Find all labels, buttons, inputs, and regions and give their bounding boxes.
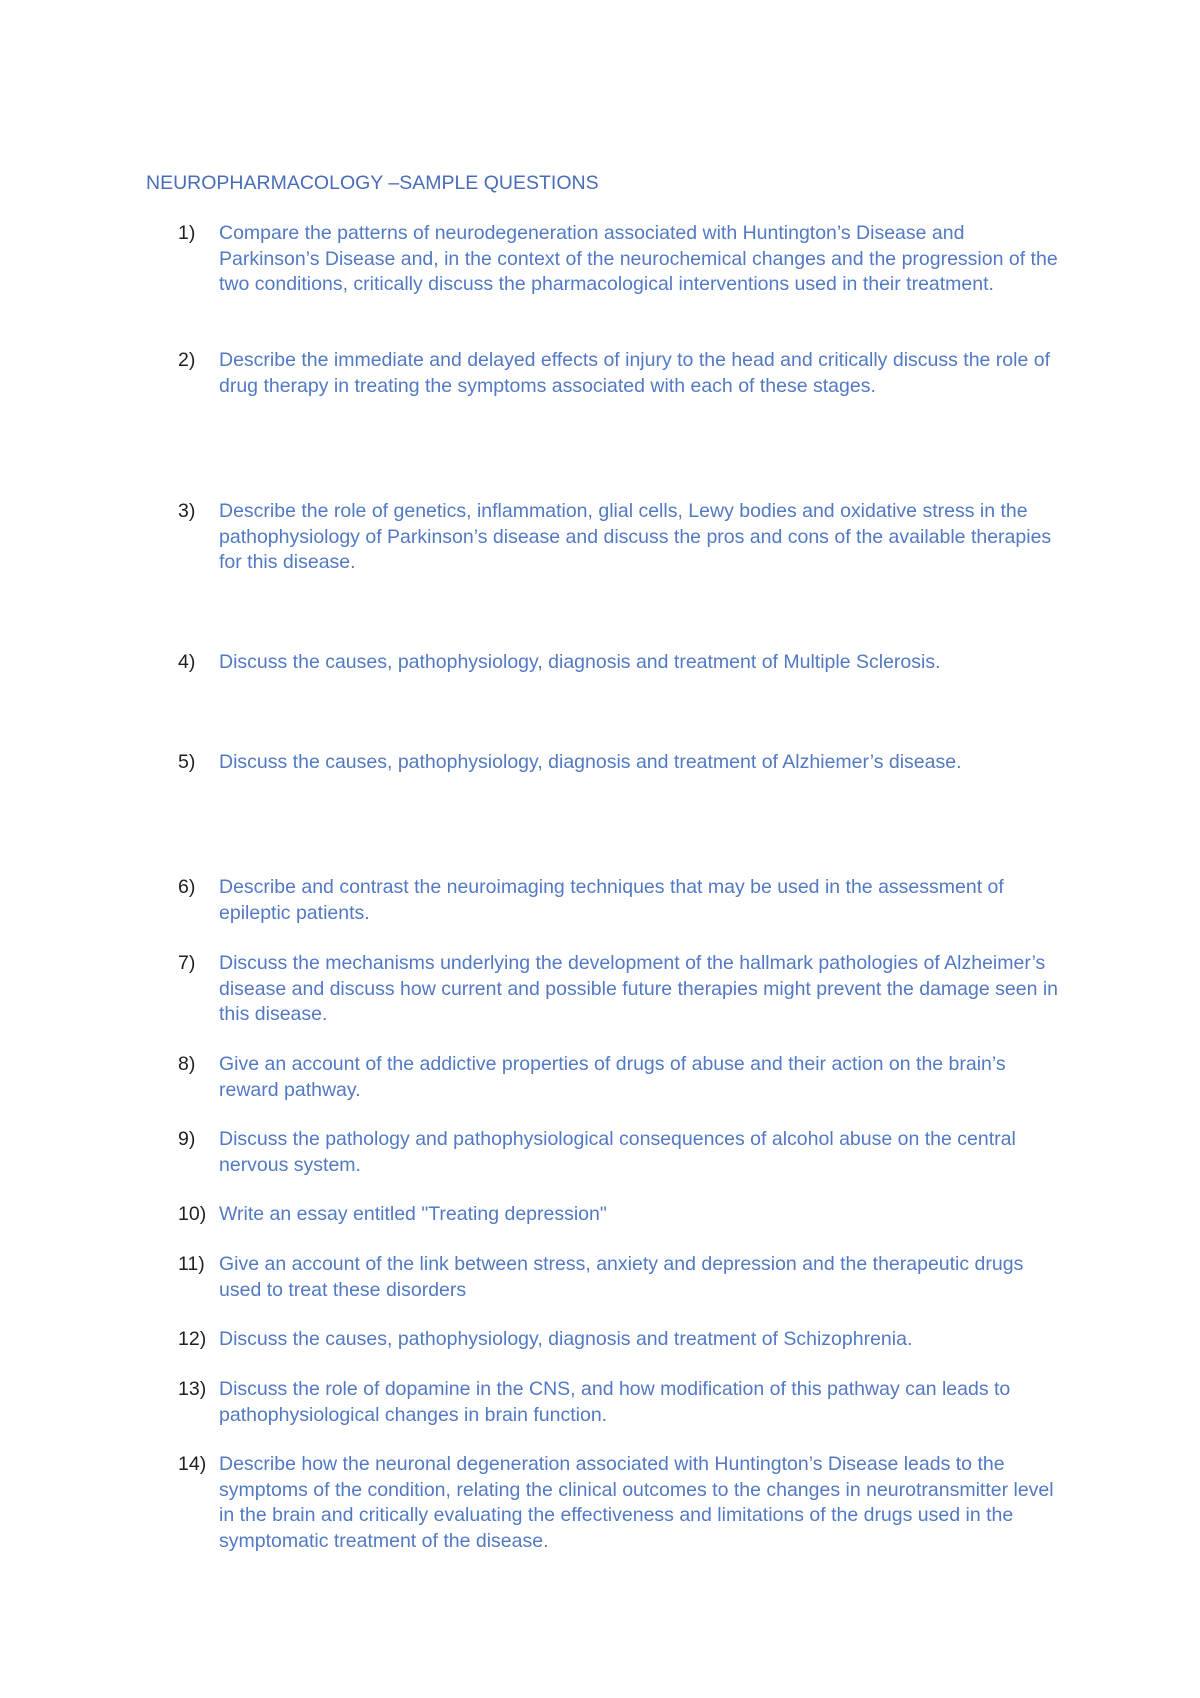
question-number: 14) — [178, 1453, 207, 1475]
question-text: Discuss the mechanisms underlying the development of the hallmark pathologies of Alzheimer’s disease and discuss how current and possible future therapies might prevent the damage seen in this disease. — [219, 952, 1059, 1025]
question-text: Describe the role of genetics, inflammation, glial cells, Lewy bodies and oxidative stress in the pathophysiology of Parkinson’s disease and discuss the pros and cons of the available therapies for this disease. — [219, 500, 1052, 573]
question-number: 10) — [178, 1203, 207, 1225]
question-text: Discuss the pathology and pathophysiological consequences of alcohol abuse on the central nervous system. — [219, 1128, 1016, 1176]
question-number: 8) — [178, 1053, 196, 1075]
question-text: Give an account of the link between stress, anxiety and depression and the therapeutic drugs used to treat these disorders — [219, 1253, 1024, 1301]
question-text: Discuss the role of dopamine in the CNS, and how modification of this pathway can leads to pathophysiological changes in brain function. — [219, 1378, 1011, 1426]
question-text: Describe how the neuronal degeneration associated with Huntington’s Disease leads to the symptoms of the condition, relating the clinical outcomes to the changes in neurotransmitter level in the brain and critically evaluating the effectiveness and limitations of the drugs used in the symptomatic treatment of the disease. — [219, 1453, 1054, 1552]
question-number: 4) — [178, 651, 196, 673]
question-text: Give an account of the addictive properties of drugs of abuse and their action on the brain’s reward pathway. — [219, 1053, 1006, 1101]
question-text: Describe and contrast the neuroimaging techniques that may be used in the assessment of epileptic patients. — [219, 876, 1004, 924]
question-number: 13) — [178, 1378, 207, 1400]
question-number: 1) — [178, 222, 196, 244]
question-text: Describe the immediate and delayed effects of injury to the head and critically discuss the role of drug therapy in treating the symptoms associated with each of these stages. — [219, 349, 1051, 397]
question-number: 7) — [178, 952, 196, 974]
question-number: 3) — [178, 500, 196, 522]
question-number: 9) — [178, 1128, 196, 1150]
document-title: NEUROPHARMACOLOGY –SAMPLE QUESTIONS — [146, 172, 599, 194]
question-text: Discuss the causes, pathophysiology, diagnosis and treatment of Multiple Sclerosis. — [219, 651, 941, 673]
question-number: 6) — [178, 876, 196, 898]
question-text: Compare the patterns of neurodegeneration associated with Huntington’s Disease and Parkinson’s Disease and, in the context of the neurochemical changes and the progression of the two conditions, critically discuss the pharmacological interventions used in their treatment. — [219, 222, 1058, 295]
question-text: Write an essay entitled "Treating depression" — [219, 1203, 607, 1225]
question-text: Discuss the causes, pathophysiology, diagnosis and treatment of Schizophrenia. — [219, 1328, 913, 1350]
question-number: 5) — [178, 751, 196, 773]
question-number: 12) — [178, 1328, 207, 1350]
question-number: 2) — [178, 349, 196, 371]
question-number: 11) — [178, 1253, 205, 1275]
question-text: Discuss the causes, pathophysiology, diagnosis and treatment of Alzhiemer’s disease. — [219, 751, 962, 773]
